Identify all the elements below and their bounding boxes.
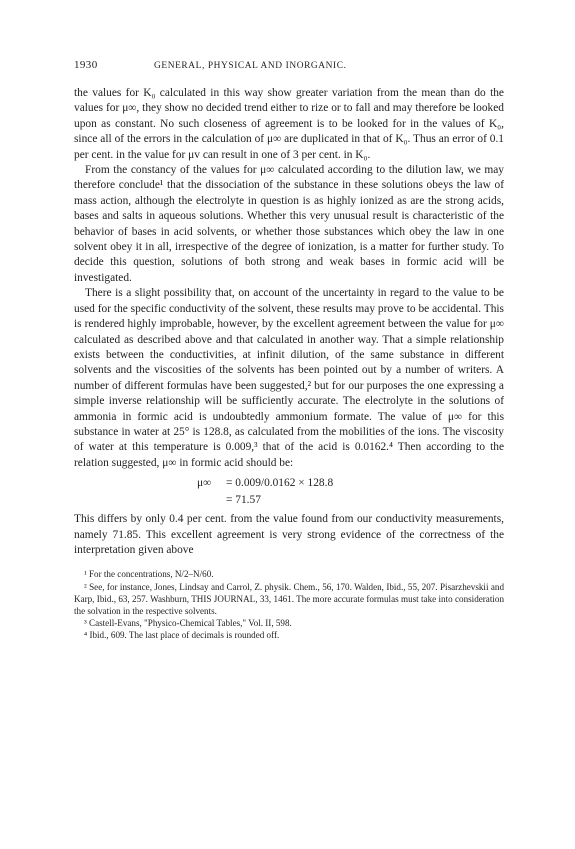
journal-page <box>74 58 504 642</box>
footnote-3: ³ Castell-Evans, "Physico-Chemical Tables," Vol. II, 598. <box>84 618 292 629</box>
equation-block <box>74 475 504 509</box>
equation-result: = 71.57 <box>226 494 261 507</box>
equation-line-2 <box>74 492 504 509</box>
footnote-2: ² See, for instance, Jones, Lindsay and Carrol, Z. physik. Chem., 56, 170. Walden, Ibid., 55, 207. Pisarzhevskii and Karp, Ibid., 63, 257. Washburn, THIS JOURNAL, 33, 1461. The more accurate formulas must take into consideration the solvation in the respective solvents. <box>74 581 504 616</box>
page-number: 1930 <box>74 59 98 71</box>
equation-expression: = 0.009/0.0162 × 128.8 <box>226 477 334 490</box>
footnotes <box>74 568 504 641</box>
paragraph-dilution-law: From the constancy of the values for μ∞ calculated according to the dilution law, we may therefore conclude¹ that the dissociation of the substance in these solutions obeys the law of mass action, although the electrolyte in question is as highly ionized as are the strong acids, bases and salts in aqueous solutions. Whether this very unusual result is characteristic of the behavior of bases in acid solvents, or whether those substances which obey the law in one solvent obey it in all, irrespective of the degree of ionization, is a matter for further study. To decide this question, solutions of both strong and weak bases in formic acid will be investigated. <box>74 164 504 284</box>
equation-line-1 <box>74 475 504 492</box>
footnote-1: ¹ For the concentrations, N/2–N/60. <box>84 569 214 580</box>
equation-lhs: μ∞ <box>197 477 212 490</box>
paragraph-continued: the values for K₀ calculated in this way show greater variation from the mean than do the values for μ∞, they show no decided trend either to rize or to fall and may therefore be looked upon as constant. No such closeness of agreement is to be looked for in the values of K₀, since all of the errors in the calculation of μ∞ are duplicated in that of K₀. Thus an error of 0.1 per cent. in the value for μv can result in one of 3 per cent. in K₀. <box>74 87 504 161</box>
page-header <box>74 58 504 74</box>
paragraph-viscosity-relation: There is a slight possibility that, on account of the uncertainty in regard to the value to be used for the specific conductivity of the solvent, these results may prove to be accidental. This is rendered highly improbable, however, by the excellent agreement between the value for μ∞ calculated as described above and that calculated in another way. That a simple relationship exists between the conductivities, at infinit dilution, of the same substance in different solvents and the viscosities of the solvents has been pointed out by a number of writers. A number of different formulas have been suggested,² but for our purposes the one expressing a simple inverse relationship will be sufficiently accurate. The electrolyte in the solutions of ammonia in formic acid is undoubtedly ammonium formate. The value of μ∞ for this substance in water at 25° is 128.8, as calculated from the mobilities of the ions. The viscosity of water at this temperature is 0.009,³ that of the acid is 0.0162.⁴ Then according to the relation suggested, μ∞ in formic acid should be: <box>74 287 504 469</box>
running-title: GENERAL, PHYSICAL AND INORGANIC. <box>154 61 347 71</box>
footnote-4: ⁴ Ibid., 609. The last place of decimals is rounded off. <box>84 630 280 641</box>
paragraph-agreement: This differs by only 0.4 per cent. from the value found from our conductivity measurements, namely 71.85. This excellent agreement is very strong evidence of the correctness of the interpretation given above <box>74 513 504 556</box>
